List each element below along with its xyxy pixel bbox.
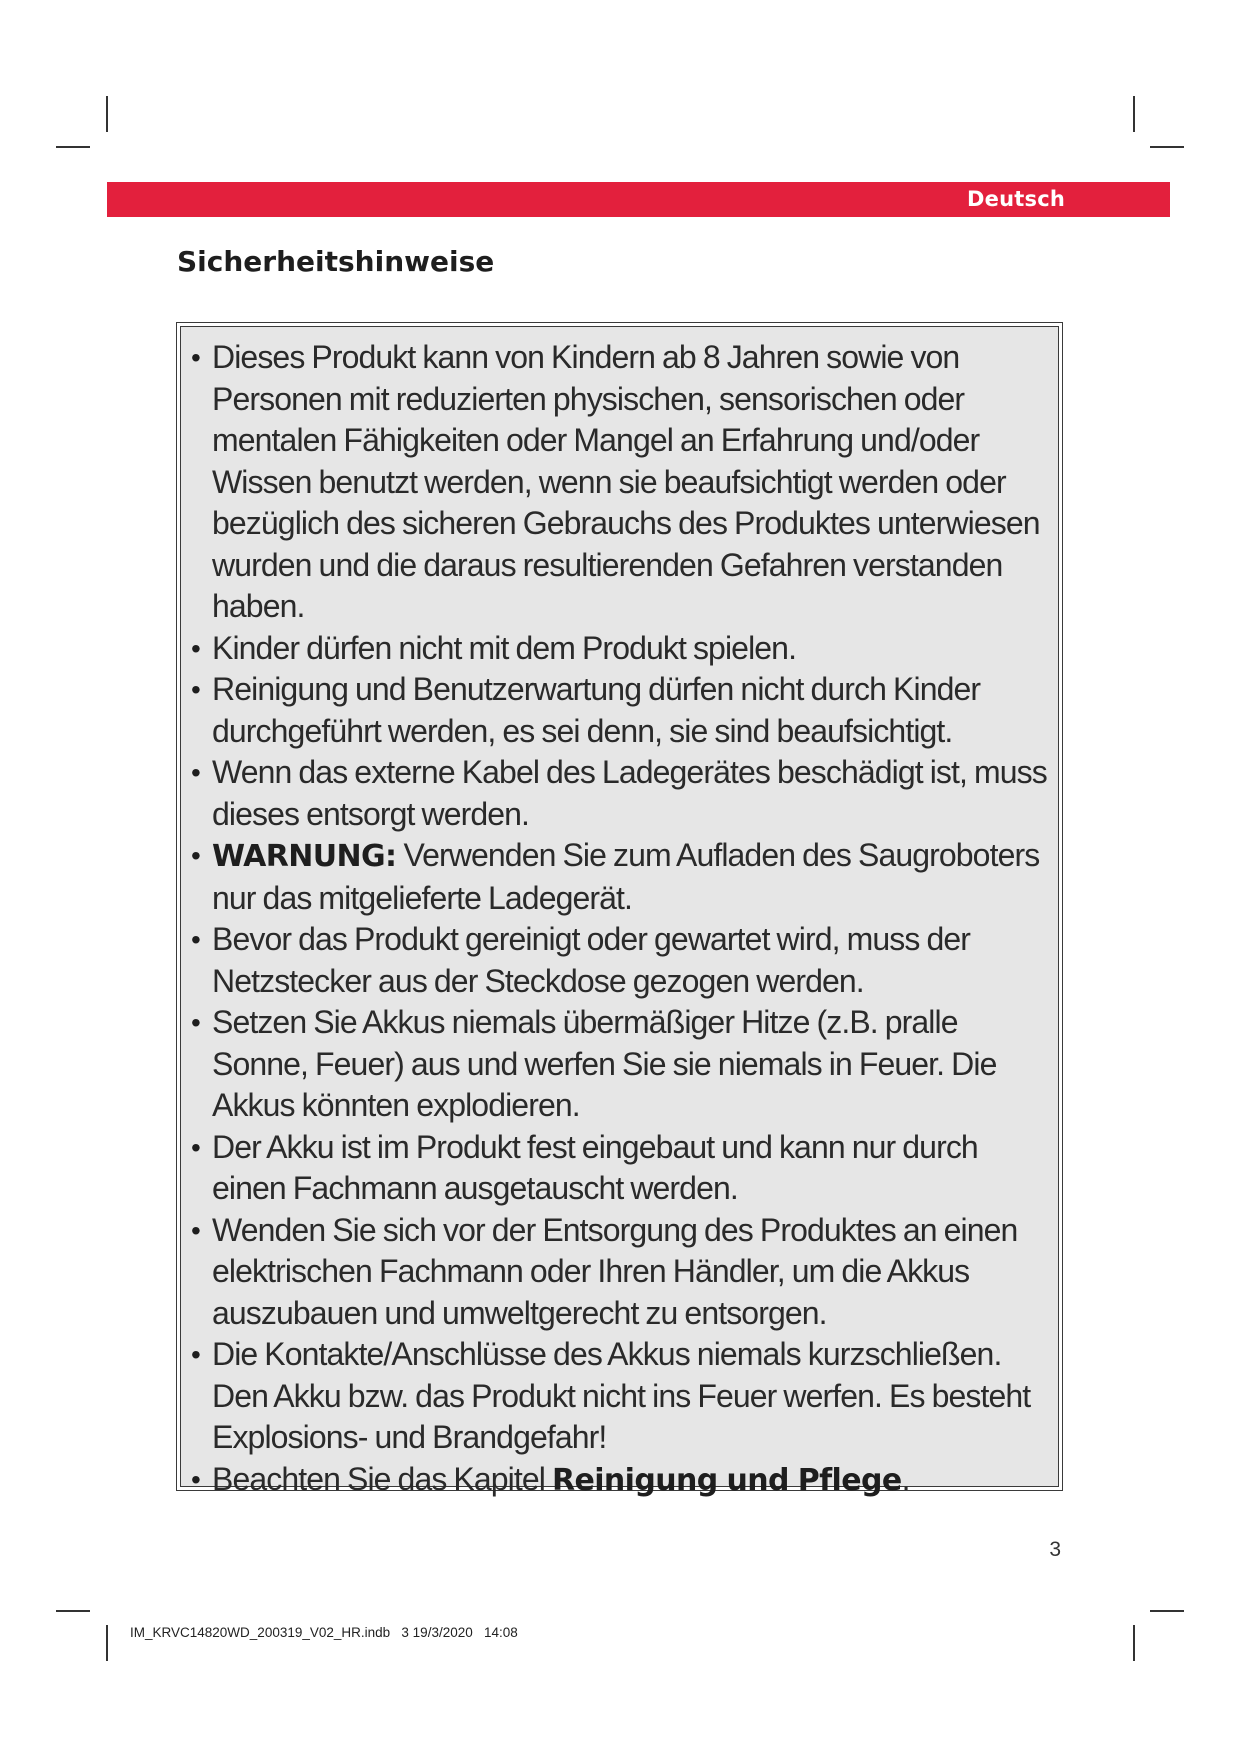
note-text: Bevor das Produkt gereinigt oder gewartet wird, muss der Netzstecker aus der Steckdose gezogen werden. (212, 921, 970, 999)
crop-mark-top-right-vertical (1133, 96, 1135, 132)
note-text: Verwenden Sie zum Aufladen des Saugroboters nur das mitgelieferte Ladegerät. (212, 837, 1040, 916)
crop-mark-bottom-left-horizontal (56, 1610, 90, 1612)
safety-note (191, 628, 1052, 670)
bullet-icon: • (191, 1131, 200, 1163)
bullet-icon: • (191, 632, 200, 664)
crop-mark-top-left-vertical (106, 96, 108, 132)
note-text: Kinder dürfen nicht mit dem Produkt spielen. (212, 629, 797, 666)
safety-notes-list (191, 337, 1052, 1501)
safety-note (191, 1002, 1052, 1127)
safety-notes-panel (180, 326, 1059, 1498)
note-text: Wenden Sie sich vor der Entsorgung des Produktes an einen elektrischen Fachmann oder Ihren Händler, um die Akkus auszubauen und umweltgerecht zu entsorgen. (212, 1211, 1018, 1331)
bullet-icon: • (191, 1339, 200, 1370)
bullet-icon: • (191, 1007, 200, 1038)
note-text: Dieses Produkt kann von Kindern ab 8 Jahren sowie von Personen mit reduzierten physischen, sensorischen oder mentalen Fähigkeiten oder Mangel an Erfahrung und/oder Wissen benutzt werden, wenn sie beaufsichtigt werden oder bezüglich des sicheren Gebrauchs des Produktes unterwiesen wurden und die daraus resultierenden Gefahren verstanden haben. (212, 339, 1040, 624)
section-title: Sicherheitshinweise (177, 245, 495, 278)
chapter-reference: Reinigung und Pflege (551, 1462, 902, 1498)
safety-note (191, 1459, 1052, 1502)
safety-note (191, 752, 1052, 835)
bullet-icon: • (191, 1214, 200, 1246)
note-text: Reinigung und Benutzerwartung dürfen nicht durch Kinder durchgeführt werden, es sei denn, sie sind beaufsichtigt. (212, 671, 981, 749)
safety-note (191, 919, 1052, 1002)
safety-note (191, 1210, 1052, 1335)
bullet-icon: • (191, 1463, 200, 1495)
safety-note (191, 669, 1052, 752)
safety-note (191, 337, 1052, 628)
bullet-icon: • (191, 757, 200, 788)
print-slug: IM_KRVC14820WD_200319_V02_HR.indb 3 19/3/2020 14:08 (130, 1625, 518, 1640)
language-label: Deutsch (967, 187, 1065, 211)
bullet-icon: • (191, 924, 200, 955)
note-text: Beachten Sie das Kapitel (212, 1460, 552, 1497)
note-text: Die Kontakte/Anschlüsse des Akkus niemals kurzschließen. Den Akku bzw. das Produkt nicht ins Feuer werfen. Es besteht Explosions- und Brandgefahr! (212, 1336, 1031, 1455)
language-header-band (107, 182, 1170, 217)
safety-notes-box (176, 322, 1063, 1498)
note-text-tail: . (901, 1460, 910, 1497)
bullet-icon: • (191, 674, 200, 705)
note-text: Setzen Sie Akkus niemals übermäßiger Hitze (z.B. pralle Sonne, Feuer) aus und werfen Sie sie niemals in Feuer. Die Akkus könnten explodieren. (212, 1004, 997, 1123)
note-text: Der Akku ist im Produkt fest eingebaut und kann nur durch einen Fachmann ausgetauscht werden. (212, 1128, 978, 1206)
note-text: Wenn das externe Kabel des Ladegerätes beschädigt ist, muss dieses entsorgt werden. (212, 754, 1047, 832)
crop-mark-bottom-right-vertical (1133, 1625, 1135, 1661)
crop-mark-top-left-horizontal (56, 146, 90, 148)
warning-label: WARNUNG: (212, 839, 397, 874)
bullet-icon: • (191, 840, 200, 871)
safety-note (191, 1334, 1052, 1459)
crop-mark-bottom-left-vertical (106, 1625, 108, 1661)
page-number: 3 (1049, 1538, 1061, 1561)
safety-note (191, 1127, 1052, 1210)
crop-mark-bottom-right-horizontal (1150, 1610, 1184, 1612)
crop-mark-top-right-horizontal (1150, 146, 1184, 148)
bullet-icon: • (191, 342, 200, 373)
safety-note (191, 835, 1052, 919)
